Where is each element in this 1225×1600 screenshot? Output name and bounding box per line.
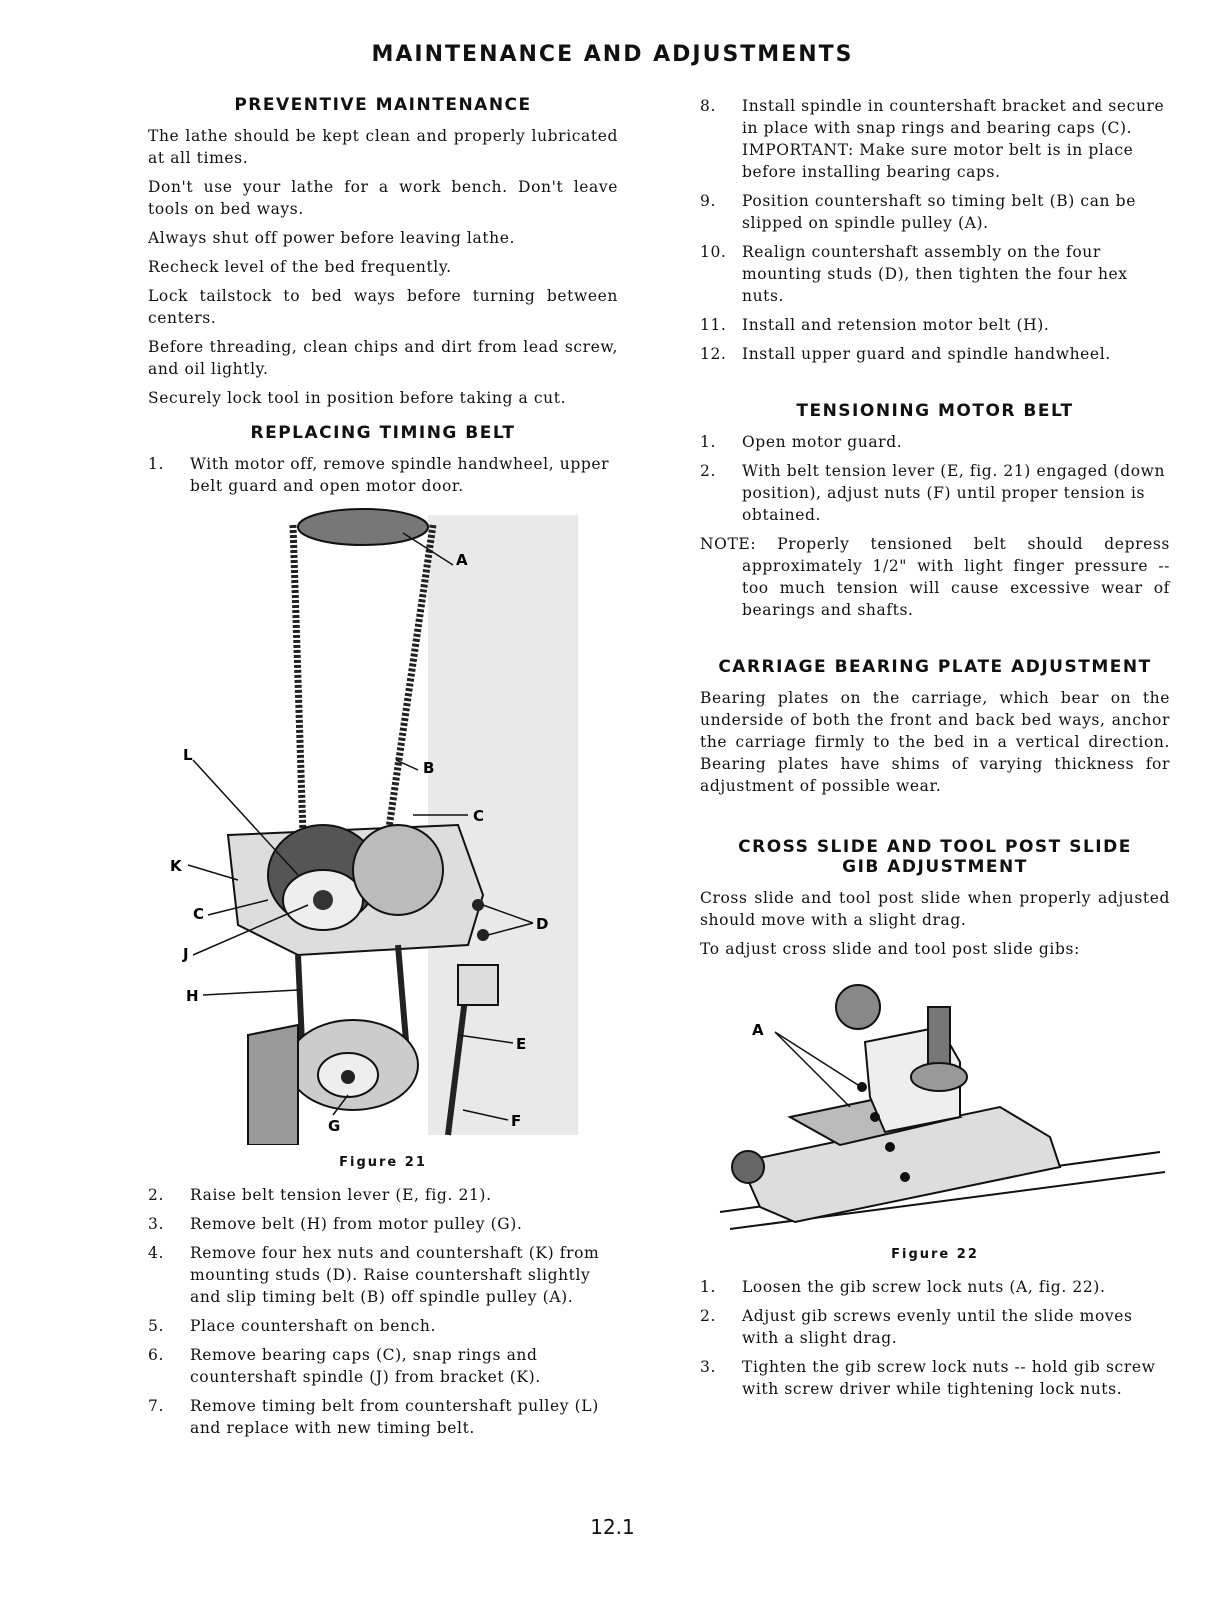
step-number: 5. xyxy=(148,1317,164,1335)
step-text: Install upper guard and spindle handwheel. xyxy=(742,345,1111,363)
step-text: Open motor guard. xyxy=(742,433,903,451)
timing-step xyxy=(148,453,618,497)
step-number: 1. xyxy=(148,455,164,473)
step-text: Remove four hex nuts and countershaft (K) from mounting studs (D). Raise countershaft slightly and slip timing belt (B) off spindle pulley (A). xyxy=(190,1244,600,1306)
leader-h xyxy=(203,990,298,995)
figure-22-caption: Figure 22 xyxy=(891,1247,979,1262)
timing-step xyxy=(700,314,1170,336)
label-j: J xyxy=(183,945,189,963)
figure-21-illustration xyxy=(148,505,618,1145)
step-number: 8. xyxy=(700,97,716,115)
label-a: A xyxy=(456,551,468,569)
gib-step xyxy=(700,1356,1170,1400)
preventive-para: The lathe should be kept clean and properly lubricated at all times. xyxy=(148,127,618,167)
gib-screw xyxy=(870,1112,880,1122)
step-text: Install spindle in countershaft bracket and secure in place with snap rings and bearing caps (C). IMPORTANT: Make sure motor belt is in place before installing bearing caps. xyxy=(742,97,1165,181)
gib-screw xyxy=(885,1142,895,1152)
step-text: Loosen the gib screw lock nuts (A, fig. 22). xyxy=(742,1278,1106,1296)
timing-belt-left xyxy=(293,525,303,835)
timing-belt-heading: REPLACING TIMING BELT xyxy=(250,423,516,443)
page-title: MAINTENANCE AND ADJUSTMENTS xyxy=(371,42,854,67)
tensioning-note: NOTE: Properly tensioned belt should depress approximately 1/2" with light finger pressure -- too much tension will cause excessive wear of bearings and shafts. xyxy=(700,535,1170,619)
timing-step xyxy=(700,95,1170,183)
label-c2: C xyxy=(193,905,205,923)
figure-22 xyxy=(700,967,1170,1262)
timing-step xyxy=(148,1395,618,1439)
step-number: 4. xyxy=(148,1244,164,1262)
figure-21 xyxy=(148,505,618,1170)
preventive-heading: PREVENTIVE MAINTENANCE xyxy=(234,95,532,115)
timing-belt-right xyxy=(388,525,433,835)
preventive-para: Before threading, clean chips and dirt from lead screw, and oil lightly. xyxy=(148,338,618,378)
mounting-stud xyxy=(472,899,484,911)
gib-step xyxy=(700,1305,1170,1349)
page-number: 12.1 xyxy=(590,1515,635,1539)
cross-slide-handwheel xyxy=(732,1151,764,1183)
timing-step xyxy=(700,343,1170,365)
step-text: Raise belt tension lever (E, fig. 21). xyxy=(190,1186,492,1204)
timing-step xyxy=(148,1315,618,1337)
leader-k xyxy=(188,865,238,880)
tool-post-base xyxy=(911,1063,967,1091)
step-number: 9. xyxy=(700,192,716,210)
gib-intro: Cross slide and tool post slide when properly adjusted should move with a slight drag. xyxy=(700,889,1170,929)
step-number: 3. xyxy=(148,1215,164,1233)
tensioning-heading: TENSIONING MOTOR BELT xyxy=(796,401,1074,421)
step-number: 6. xyxy=(148,1346,164,1364)
mounting-stud xyxy=(477,929,489,941)
gib-intro2: To adjust cross slide and tool post slide gibs: xyxy=(700,940,1080,958)
tool-post xyxy=(928,1007,950,1067)
label-b: B xyxy=(423,759,435,777)
carriage-text: Bearing plates on the carriage, which bear on the underside of both the front and back bed ways, anchor the carriage firmly to the bed in a vertical direction. Bearing plates have shims of varying thickness for adjustment of possible wear. xyxy=(700,689,1170,795)
preventive-para: Lock tailstock to bed ways before turning between centers. xyxy=(148,287,618,327)
compound-handwheel xyxy=(836,985,880,1029)
motor-base xyxy=(248,1025,298,1145)
timing-step xyxy=(148,1344,618,1388)
carriage-heading: CARRIAGE BEARING PLATE ADJUSTMENT xyxy=(718,657,1152,677)
pulley-disc xyxy=(353,825,443,915)
step-text: Tighten the gib screw lock nuts -- hold gib screw with screw driver while tightening lock nuts. xyxy=(742,1358,1156,1398)
label-f: F xyxy=(511,1112,522,1130)
step-text: With motor off, remove spindle handwheel, upper belt guard and open motor door. xyxy=(190,455,610,495)
preventive-para: Don't use your lathe for a work bench. Don't leave tools on bed ways. xyxy=(148,178,618,218)
preventive-para: Recheck level of the bed frequently. xyxy=(148,258,452,276)
timing-step xyxy=(700,190,1170,234)
lever-bracket xyxy=(458,965,498,1005)
spindle-pulley xyxy=(298,509,428,545)
label-k: K xyxy=(170,857,182,875)
leader-a xyxy=(775,1032,850,1107)
tensioning-step xyxy=(700,431,1170,453)
left-column xyxy=(148,95,618,1446)
label-g: G xyxy=(328,1117,341,1135)
gib-heading-line2: GIB ADJUSTMENT xyxy=(842,857,1028,877)
right-column xyxy=(700,95,1170,1407)
tensioning-step xyxy=(700,460,1170,526)
step-number: 10. xyxy=(700,243,727,261)
countershaft-spindle xyxy=(313,890,333,910)
step-number: 2. xyxy=(700,462,716,480)
gib-screw xyxy=(857,1082,867,1092)
step-number: 12. xyxy=(700,345,727,363)
step-number: 2. xyxy=(148,1186,164,1204)
label-c: C xyxy=(473,807,485,825)
step-text: Place countershaft on bench. xyxy=(190,1317,436,1335)
step-text: With belt tension lever (E, fig. 21) engaged (down position), adjust nuts (F) until proper tension is obtained. xyxy=(742,462,1166,524)
preventive-para: Always shut off power before leaving lathe. xyxy=(148,229,516,247)
timing-step xyxy=(148,1213,618,1235)
step-text: Realign countershaft assembly on the four mounting studs (D), then tighten the four hex nuts. xyxy=(742,243,1128,305)
step-number: 11. xyxy=(700,316,727,334)
gib-step xyxy=(700,1276,1170,1298)
preventive-para: Securely lock tool in position before taking a cut. xyxy=(148,389,567,407)
step-text: Remove belt (H) from motor pulley (G). xyxy=(190,1215,523,1233)
label-a: A xyxy=(752,1021,764,1039)
label-l: L xyxy=(183,746,193,764)
gib-screw xyxy=(900,1172,910,1182)
step-text: Adjust gib screws evenly until the slide moves with a slight drag. xyxy=(742,1307,1133,1347)
timing-step xyxy=(148,1184,618,1206)
figure-21-caption: Figure 21 xyxy=(339,1155,427,1170)
label-d: D xyxy=(536,915,549,933)
label-h: H xyxy=(186,987,199,1005)
step-text: Remove timing belt from countershaft pulley (L) and replace with new timing belt. xyxy=(190,1397,599,1437)
timing-step xyxy=(700,241,1170,307)
motor-shaft xyxy=(341,1070,355,1084)
step-number: 7. xyxy=(148,1397,164,1415)
gib-heading-line1: CROSS SLIDE AND TOOL POST SLIDE xyxy=(738,837,1132,857)
step-text: Install and retension motor belt (H). xyxy=(742,316,1050,334)
step-text: Position countershaft so timing belt (B) can be slipped on spindle pulley (A). xyxy=(742,192,1136,232)
step-number: 3. xyxy=(700,1358,716,1376)
leader-a xyxy=(775,1032,858,1085)
label-e: E xyxy=(516,1035,527,1053)
timing-step xyxy=(148,1242,618,1308)
step-text: Remove bearing caps (C), snap rings and countershaft spindle (J) from bracket (K). xyxy=(190,1346,541,1386)
step-number: 1. xyxy=(700,433,716,451)
step-number: 1. xyxy=(700,1278,716,1296)
figure-22-illustration xyxy=(700,967,1170,1237)
step-number: 2. xyxy=(700,1307,716,1325)
